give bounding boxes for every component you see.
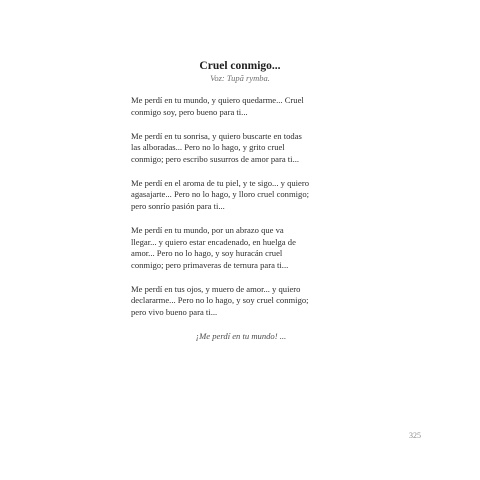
stanza-line: pero vivo bueno para ti... (131, 306, 218, 317)
stanza-line: llegar... y quiero estar encadenado, en huelga de (131, 236, 296, 247)
stanza-1 (131, 95, 351, 118)
poem-title: Cruel conmigo... (199, 60, 281, 72)
stanza-line: conmigo soy, pero bueno para ti... (131, 106, 248, 117)
stanza-line: Me perdí en tu mundo, y quiero quedarme... Cruel (131, 95, 304, 105)
stanza-line: Me perdí en el aroma de tu piel, y te sigo... y quiero (131, 177, 310, 188)
stanza-line: declararme... Pero no lo hago, y soy cruel conmigo; (131, 295, 309, 306)
stanza-line: conmigo; pero escribo susurros de amor para ti... (131, 153, 300, 164)
poem-subtitle: Voz: Tupã rymba. (210, 73, 270, 83)
stanza-2 (131, 131, 351, 166)
stanza-line: pero sonrío pasión para ti... (131, 200, 225, 211)
stanza-line: agasajarte... Pero no lo hago, y lloro cruel conmigo; (131, 189, 310, 200)
poem-body (131, 95, 351, 342)
stanza-line: conmigo; pero primaveras de ternura para ti... (131, 259, 289, 270)
stanza-line: amor... Pero no lo hago, y soy huracán cruel (131, 248, 283, 259)
stanza-line: Me perdí en tu mundo, por un abrazo que va (131, 224, 284, 235)
stanza-4 (131, 225, 351, 271)
stanza-3 (131, 178, 351, 213)
stanza-line: Me perdí en tus ojos, y muero de amor... y quiero (131, 283, 301, 294)
stanza-5 (131, 284, 351, 319)
page-number: 325 (409, 431, 421, 440)
poem-closing-line: ¡Me perdí en tu mundo! ... (195, 330, 287, 341)
stanza-line: las alboradas... Pero no lo hago, y grito cruel (131, 142, 285, 153)
stanza-line: Me perdí en tu sonrisa, y quiero buscarte en todas (131, 130, 302, 141)
